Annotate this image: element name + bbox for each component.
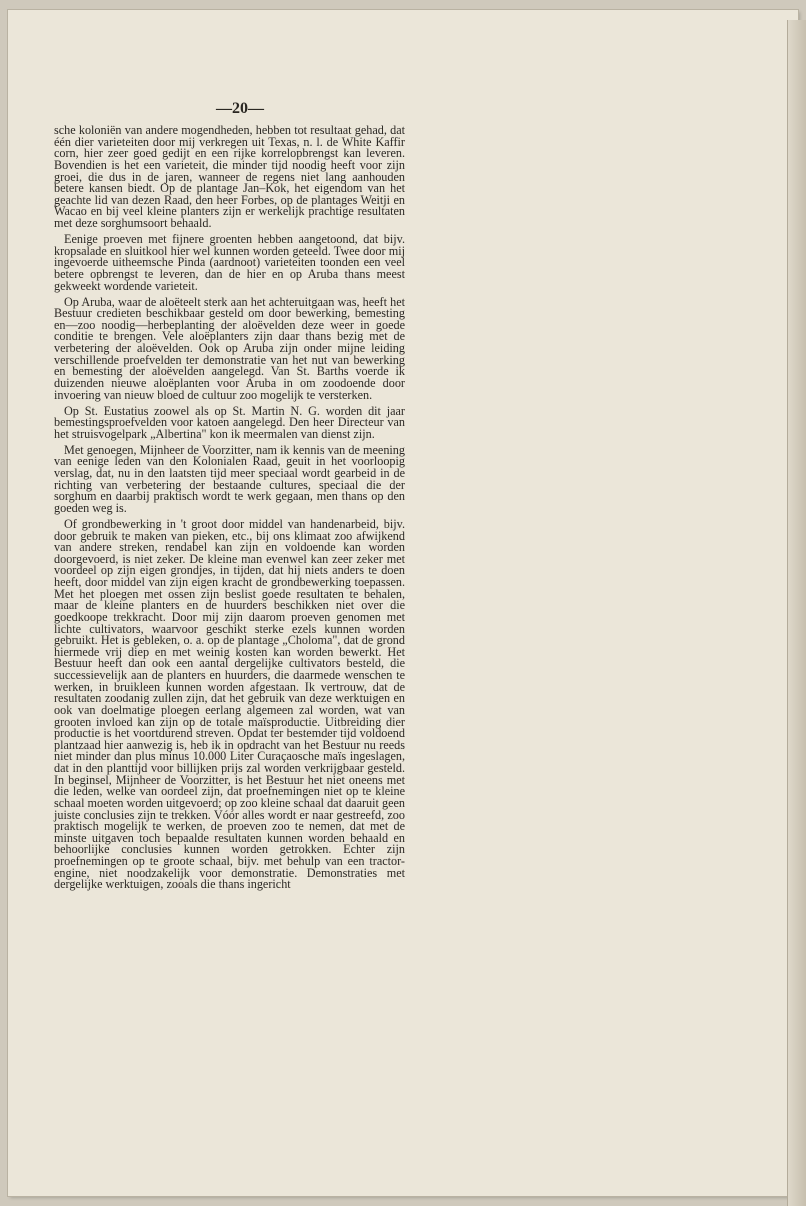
paragraph-2: Eenige proeven met fijnere groenten hebben aangetoond, dat bijv. kropsalade en sluitkool hier wel kunnen worden geteeld. Twee door mij ingevoerde uitheemsche Pinda (aardnoot) varieteiten toonden een veel betere opbrengst te leveren, dan de hier en op Aruba thans meest gekweekt wordende varieteit. <box>54 232 405 293</box>
paragraph-4: Op St. Eustatius zoowel als op St. Martin N. G. worden dit jaar bemestingsproefvelden voor katoen aangelegd. Den heer Directeur van het struisvogelpark „Albertina" kon ik meermalen van dienst zijn. <box>54 403 405 441</box>
paragraph-3: Op Aruba, waar de aloëteelt sterk aan het achteruitgaan was, heeft het Bestuur credieten beschikbaar gesteld om door bewerking, bemesting en—zoo noodig—herbeplanting der aloëvelden deze weer in goede conditie te brengen. Vele aloëplanters zijn daar thans bezig met de verbetering der aloëvelden. Ook op Aruba zijn onder mijne leiding verschillende proefvelden ter demonstratie van het nut van bewerking en bemesting der aloëvelden aangelegd. Van St. Barths voerde ik duizenden nieuwe aloëplanten voor Aruba in om zoodoende door invoering van nieuw bloed de cultuur zoo mogelijk te versterken. <box>54 294 405 402</box>
paragraph-6: Of grondbewerking in 't groot door middel van handenarbeid, bijv. door gebruik te maken van pieken, etc., bij ons klimaat zoo afwijkend van andere streken, rendabel kan zijn en voldoende kan worden doorgevoerd, is niet zeker. De kleine man evenwel kan zeer zeker met voordeel op zijn eigen grondjes, in tijden, dat hij niets anders te doen heeft, door middel van zijn eigen kracht de grondbewerking toepassen. Met het ploegen met ossen zijn beslist goede resultaten te behalen, maar de kleine planters en de huurders beschikken niet over die goedkoope trekkracht. Door mij zijn daarom proeven genomen met lichte cultivators, waarvoor geschikt sterke ezels kunnen worden gebruikt. Het is gebleken, o. a. op de plantage „Choloma", dat de grond hiermede vrij diep en met weinig kosten kan worden bewerkt. Het Bestuur heeft dan ook een aantal dergelijke cultivators besteld, die successievelijk aan de planters en huurders, die daarmede wenschen te werken, in bruikleen kunnen worden afgestaan. Ik vertrouw, dat de resultaten zoodanig zullen zijn, dat het gebruik van deze werktuigen en ook van doelmatige ploegen eerlang algemeen zal worden, wat van grooten invloed kan zijn op de totale maïsproductie. Uitbreiding dier productie is het voortdurend streven. Opdat ter bestemder tijd voldoend plantzaad hier aanwezig is, heb ik in opdracht van het Bestuur nu reeds niet minder dan plus minus 10.000 Liter Curaçaosche maïs ingeslagen, dat in den planttijd voor billijken prijs zal worden verkrijgbaar gesteld. In beginsel, Mijnheer de Voorzitter, is het Bestuur het niet oneens met die leden, welke van oordeel zijn, dat proefnemingen niet op te kleine schaal moeten worden uitgevoerd; op zoo kleine schaal dat daaruit geen juiste conclusies zijn te trekken. Vóór alles wordt er naar gestreefd, zoo praktisch mogelijk te werken, de proeven zoo te nemen, dat met de minste uitgaven toch bepaalde resultaten kunnen worden behaald en behoorlijke conclusies kunnen worden getrokken. Echter zijn proefnemingen op te groote schaal, bijv. met behulp van een tractor-engine, niet noodzakelijk voor demonstratie. Demonstraties met dergelijke werktuigen, zooals die thans ingericht <box>54 516 405 892</box>
paragraph-5: Met genoegen, Mijnheer de Voorzitter, nam ik kennis van de meening van eenige leden van den Kolonialen Raad, geuit in het voorloopig verslag, dat, nu in den laatsten tijd meer speciaal wordt gearbeid in de richting van verbetering der bestaande cultures, speciaal die der sorghum en daarbij praktisch wordt te werk gegaan, men thans op den goeden weg is. <box>54 442 405 515</box>
paragraph-1: sche koloniën van andere mogendheden, hebben tot resultaat gehad, dat één dier varieteiten door mij verkregen uit Texas, n. l. de White Kaffir corn, hier zeer goed gedijt en een rijke korrelopbrengst kan leveren. Bovendien is het een varieteit, die minder tijd noodig heeft voor zijn groei, die dus in de jaren, wanneer de regens niet lang aanhouden betere kansen biedt. Op de plantage Jan–Kok, het eigendom van het geachte lid van dezen Raad, den heer Forbes, op de plantages Weitji en Wacao en bij veel kleine planters zijn er werkelijk prachtige resultaten met deze sorghumsoort behaald. <box>54 123 405 230</box>
page-spine-edge <box>787 20 806 1206</box>
body-text <box>54 125 405 895</box>
page-number: —20— <box>216 100 264 117</box>
